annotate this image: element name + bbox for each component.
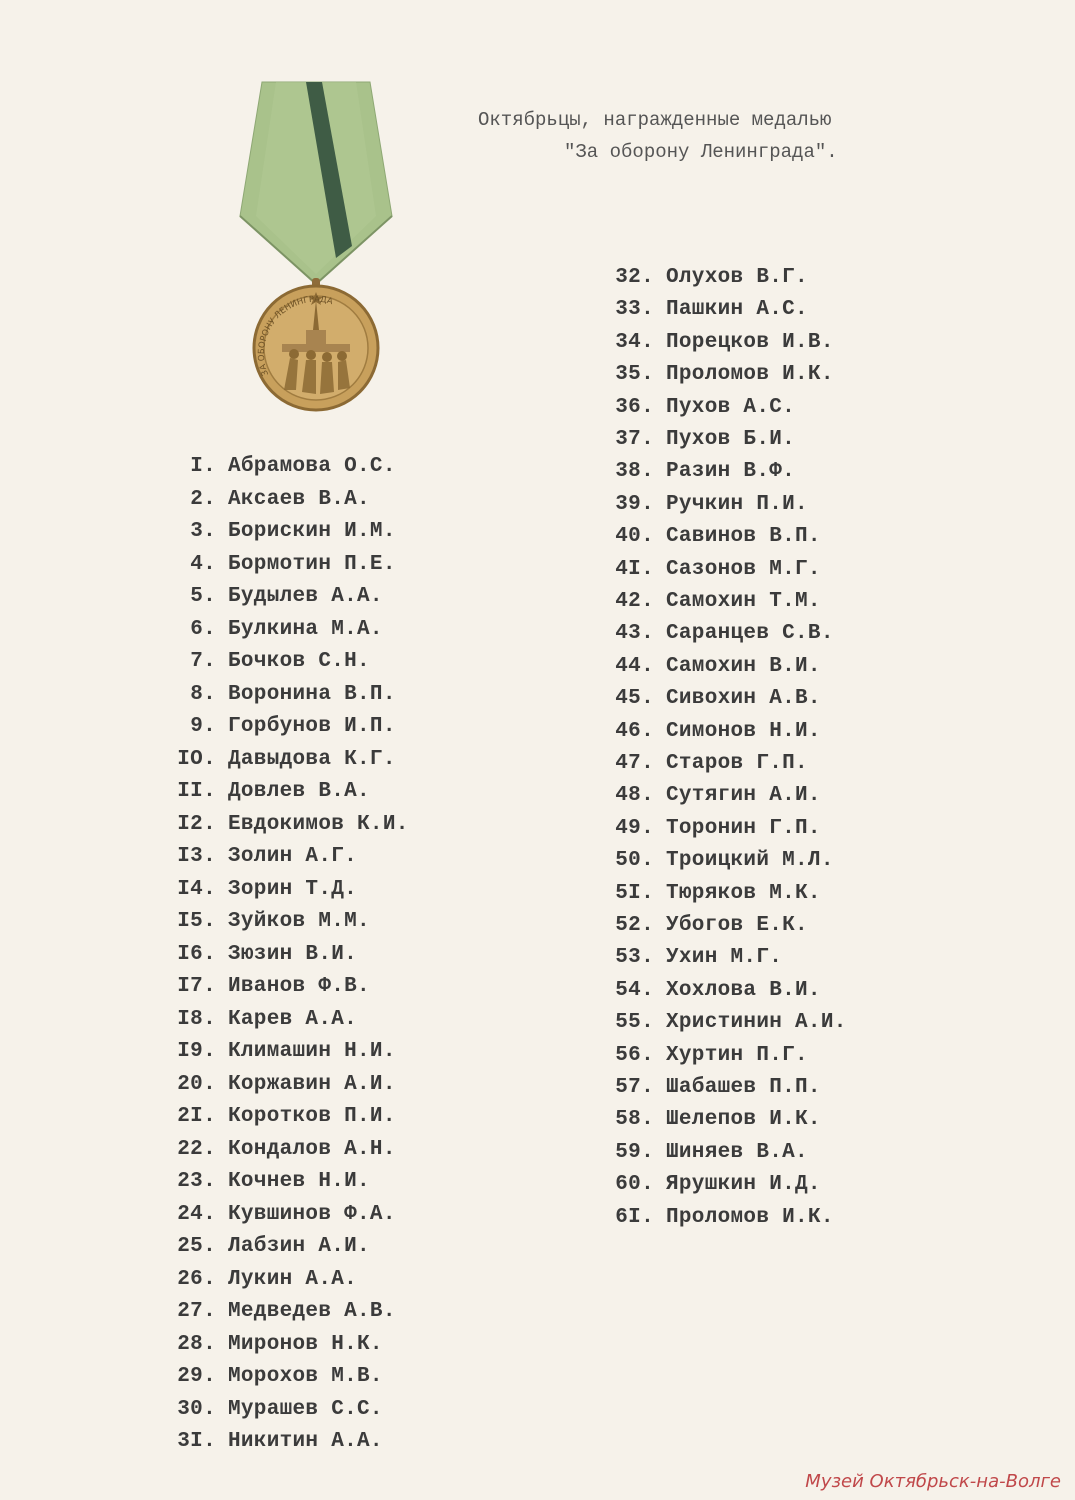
item-number: I9.: [177, 1040, 216, 1063]
person-name: Троицкий М.Л.: [666, 849, 834, 873]
list-item: [168, 813, 409, 836]
person-name: Пухов А.С.: [666, 395, 796, 419]
person-name: Лабзин А.И.: [228, 1235, 370, 1258]
person-name: Сивохин А.В.: [666, 687, 821, 711]
list-item: [168, 585, 383, 608]
list-item: [168, 975, 370, 998]
person-name: Ухин М.Г.: [666, 946, 783, 970]
list-item: [606, 817, 821, 840]
person-name: Евдокимов К.И.: [228, 812, 409, 836]
list-item: [606, 460, 795, 483]
item-number: 23.: [177, 1170, 216, 1193]
list-item: [168, 1073, 396, 1096]
item-number: 2I.: [177, 1105, 216, 1128]
person-name: Ярушкин И.Д.: [666, 1173, 821, 1197]
person-name: Будылев А.А.: [228, 585, 383, 608]
list-item: [606, 363, 834, 386]
museum-watermark: Музей Октябрьск-на-Волге: [805, 1471, 1061, 1492]
list-item: [168, 1333, 383, 1356]
person-name: Карев А.А.: [228, 1007, 358, 1031]
list-item: [606, 1206, 834, 1229]
list-item: [168, 1040, 396, 1063]
item-number: I8.: [177, 1007, 216, 1031]
item-number: 4.: [190, 552, 216, 576]
person-name: Золин А.Г.: [228, 845, 358, 868]
person-name: Зорин Т.Д.: [228, 877, 358, 901]
list-item: [168, 943, 357, 966]
list-item: [168, 618, 383, 641]
list-item: [606, 266, 808, 289]
list-item: [606, 622, 834, 645]
person-name: Самохин В.И.: [666, 654, 821, 678]
item-number: I7.: [177, 975, 216, 998]
list-item: [168, 683, 396, 706]
item-number: 6.: [190, 617, 216, 641]
item-number: 60.: [615, 1173, 654, 1197]
item-number: 27.: [177, 1300, 216, 1323]
person-name: Шиняев В.А.: [666, 1140, 808, 1164]
list-item: [606, 1011, 847, 1034]
item-number: 43.: [615, 622, 654, 646]
item-number: 4I.: [615, 557, 654, 581]
person-name: Убогов Е.К.: [666, 914, 808, 937]
list-item: [606, 882, 821, 905]
person-name: Бочков С.Н.: [228, 650, 370, 673]
item-number: 52.: [615, 914, 654, 937]
item-number: 22.: [177, 1137, 216, 1161]
person-name: Коржавин А.И.: [228, 1072, 396, 1096]
person-name: Тюряков М.К.: [666, 881, 821, 905]
person-name: Лукин А.А.: [228, 1267, 358, 1291]
list-item: [606, 298, 808, 321]
item-number: 56.: [615, 1043, 654, 1067]
heading-line-1: Октябрьцы, награжденные медалью: [478, 109, 832, 131]
list-item: [168, 520, 396, 543]
item-number: 34.: [615, 330, 654, 354]
item-number: 5.: [190, 585, 216, 608]
item-number: 46.: [615, 719, 654, 743]
list-item: [606, 784, 821, 807]
person-name: Иванов Ф.В.: [228, 975, 370, 998]
person-name: Давыдова К.Г.: [228, 747, 396, 771]
list-item: [168, 1430, 383, 1453]
person-name: Саранцев С.В.: [666, 622, 834, 646]
item-number: II.: [177, 780, 216, 803]
list-item: [168, 780, 370, 803]
list-item: [168, 1138, 396, 1161]
person-name: Булкина М.А.: [228, 617, 383, 641]
item-number: 38.: [615, 460, 654, 484]
item-number: 30.: [177, 1397, 216, 1421]
person-name: Никитин А.А.: [228, 1430, 383, 1453]
list-item: [606, 979, 821, 1002]
list-item: [606, 493, 808, 516]
list-item: [606, 849, 834, 872]
list-item: [606, 1173, 821, 1196]
item-number: I5.: [177, 910, 216, 933]
item-number: 48.: [615, 784, 654, 808]
list-item: [606, 1044, 808, 1067]
item-number: I2.: [177, 812, 216, 836]
list-item: [168, 1170, 370, 1193]
item-number: 45.: [615, 687, 654, 711]
person-name: Проломов И.К.: [666, 363, 834, 387]
person-name: Разин В.Ф.: [666, 460, 796, 484]
item-number: 55.: [615, 1011, 654, 1035]
list-item: [606, 331, 834, 354]
item-number: 9.: [190, 715, 216, 738]
item-number: 49.: [615, 816, 654, 840]
item-number: I.: [190, 455, 216, 478]
list-item: [606, 590, 821, 613]
item-number: 8.: [190, 682, 216, 706]
person-name: Борискин И.М.: [228, 520, 396, 543]
person-name: Старов Г.П.: [666, 752, 808, 775]
item-number: 59.: [615, 1140, 654, 1164]
item-number: 5I.: [615, 881, 654, 905]
item-number: 57.: [615, 1076, 654, 1099]
medal-inscription: ЗА ОБОРОНУ ЛЕНИНГРАДА: [256, 294, 334, 378]
item-number: 40.: [615, 525, 654, 549]
person-name: Пашкин А.С.: [666, 298, 808, 322]
item-number: 37.: [615, 428, 654, 451]
list-item: [168, 1365, 383, 1388]
item-number: 2.: [190, 487, 216, 511]
item-number: 50.: [615, 849, 654, 873]
list-item: [606, 1141, 808, 1164]
person-name: Мурашев С.С.: [228, 1397, 383, 1421]
person-name: Кондалов А.Н.: [228, 1137, 396, 1161]
list-item: [168, 650, 370, 673]
list-item: [168, 1008, 357, 1031]
list-item: [168, 1235, 370, 1258]
item-number: 42.: [615, 590, 654, 613]
person-name: Аксаев В.А.: [228, 487, 370, 511]
item-number: 24.: [177, 1202, 216, 1226]
item-number: 58.: [615, 1108, 654, 1132]
person-name: Довлев В.А.: [228, 780, 370, 803]
person-name: Порецков И.В.: [666, 330, 834, 354]
item-number: 29.: [177, 1365, 216, 1388]
person-name: Хуртин П.Г.: [666, 1043, 808, 1067]
list-item: [606, 946, 782, 969]
person-name: Христинин А.И.: [666, 1011, 847, 1035]
item-number: 44.: [615, 654, 654, 678]
person-name: Самохин Т.М.: [666, 590, 821, 613]
list-item: [606, 558, 821, 581]
item-number: 3.: [190, 520, 216, 543]
document-heading: [478, 104, 918, 168]
item-number: 28.: [177, 1332, 216, 1356]
person-name: Олухов В.Г.: [666, 266, 808, 289]
person-name: Пухов Б.И.: [666, 428, 796, 451]
heading-line-2: "За оборону Ленинграда".: [564, 141, 838, 163]
list-item: [168, 1203, 396, 1226]
item-number: 39.: [615, 492, 654, 516]
person-name: Шабашев П.П.: [666, 1076, 821, 1099]
item-number: 53.: [615, 946, 654, 970]
person-name: Абрамова О.С.: [228, 455, 396, 478]
person-name: Кувшинов Ф.А.: [228, 1202, 396, 1226]
person-name: Сутягин А.И.: [666, 784, 821, 808]
list-item: [168, 488, 370, 511]
person-name: Горбунов И.П.: [228, 715, 396, 738]
item-number: 7.: [190, 650, 216, 673]
list-item: [606, 1076, 821, 1099]
person-name: Проломов И.К.: [666, 1205, 834, 1229]
person-name: Симонов Н.И.: [666, 719, 821, 743]
list-item: [168, 715, 396, 738]
item-number: 47.: [615, 752, 654, 775]
item-number: 32.: [615, 266, 654, 289]
person-name: Шелепов И.К.: [666, 1108, 821, 1132]
person-name: Медведев А.В.: [228, 1300, 396, 1323]
person-name: Климашин Н.И.: [228, 1040, 396, 1063]
item-number: 33.: [615, 298, 654, 322]
person-name: Коротков П.И.: [228, 1105, 396, 1128]
item-number: 26.: [177, 1267, 216, 1291]
person-name: Бормотин П.Е.: [228, 552, 396, 576]
list-item: [606, 1108, 821, 1131]
list-item: [168, 845, 357, 868]
list-item: [168, 1300, 396, 1323]
item-number: I6.: [177, 942, 216, 966]
item-number: I4.: [177, 877, 216, 901]
list-item: [168, 1398, 383, 1421]
person-name: Зюзин В.И.: [228, 942, 358, 966]
person-name: Зуйков М.М.: [228, 910, 370, 933]
list-item: [606, 655, 821, 678]
list-item: [606, 525, 821, 548]
item-number: I3.: [177, 845, 216, 868]
item-number: 6I.: [615, 1205, 654, 1229]
person-name: Сазонов М.Г.: [666, 557, 821, 581]
item-number: 35.: [615, 363, 654, 387]
list-item: [606, 914, 808, 937]
item-number: 20.: [177, 1072, 216, 1096]
list-item: [168, 1268, 357, 1291]
list-item: [606, 720, 821, 743]
list-item: [168, 878, 357, 901]
person-name: Хохлова В.И.: [666, 978, 821, 1002]
list-item: [606, 396, 795, 419]
list-item: [606, 428, 795, 451]
person-name: Воронина В.П.: [228, 682, 396, 706]
person-name: Кочнев Н.И.: [228, 1170, 370, 1193]
list-item: [168, 553, 396, 576]
medal-leningrad-defense-icon: [236, 78, 396, 418]
list-item: [168, 1105, 396, 1128]
item-number: 36.: [615, 395, 654, 419]
list-item: [168, 455, 396, 478]
person-name: Торонин Г.П.: [666, 816, 821, 840]
person-name: Миронов Н.К.: [228, 1332, 383, 1356]
list-item: [606, 752, 808, 775]
item-number: 54.: [615, 978, 654, 1002]
list-item: [168, 910, 370, 933]
list-item: [606, 687, 821, 710]
person-name: Савинов В.П.: [666, 525, 821, 549]
item-number: IO.: [177, 747, 216, 771]
person-name: Ручкин П.И.: [666, 492, 808, 516]
item-number: 3I.: [177, 1430, 216, 1453]
person-name: Морохов М.В.: [228, 1365, 383, 1388]
item-number: 25.: [177, 1235, 216, 1258]
list-item: [168, 748, 396, 771]
